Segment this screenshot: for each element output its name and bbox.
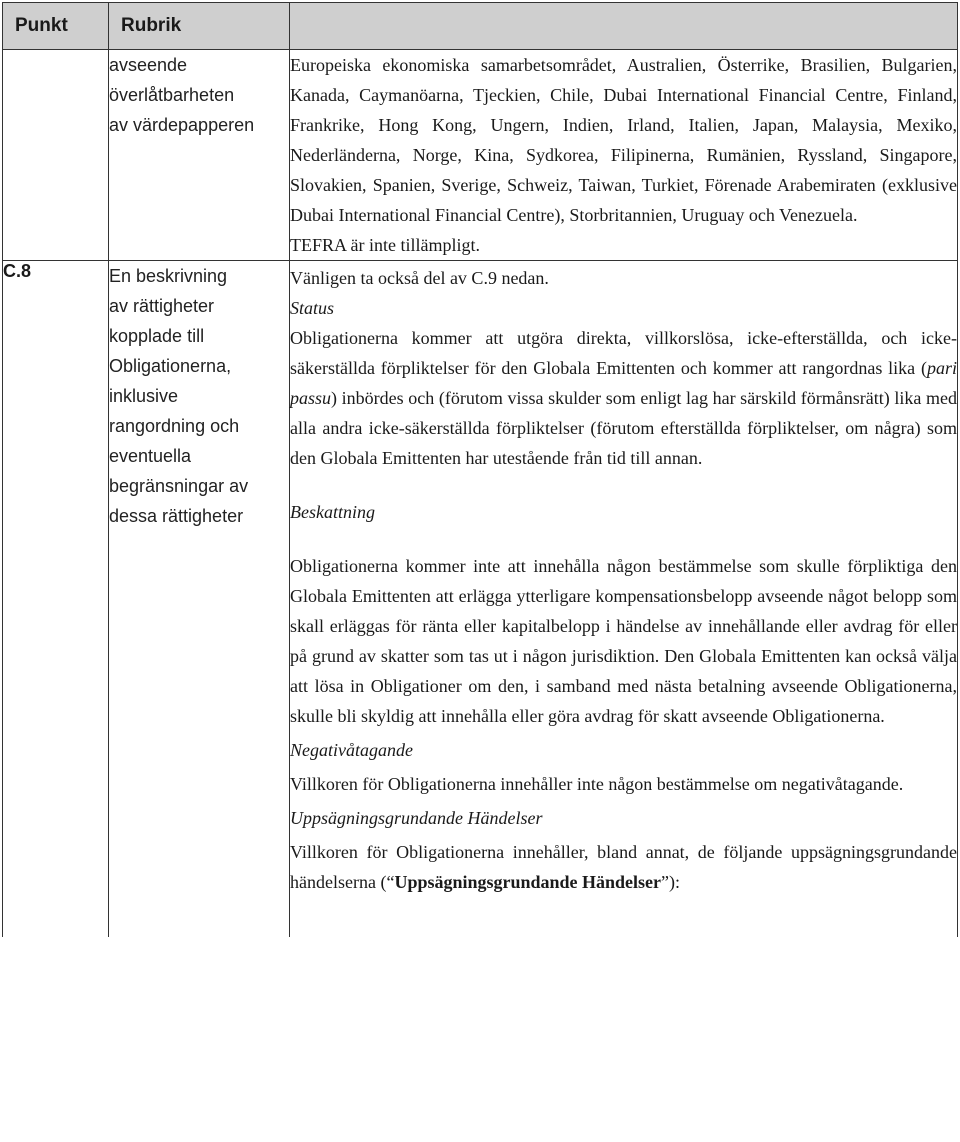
status-paragraph xyxy=(290,323,957,473)
row1-body xyxy=(290,50,958,261)
negativ-heading: Negativåtagande xyxy=(290,740,413,760)
status-text-b: ) inbördes och (förutom vissa skulder som enligt lag har särskild förmånsrätt) lika med alla andra icke-säkerställda förpliktelser (förutom efterställda förpliktelser, om några) som den Globala Emittenten har utestående från tid till annan. xyxy=(290,388,957,468)
beskattning-heading: Beskattning xyxy=(290,502,375,522)
header-rubrik: Rubrik xyxy=(109,3,290,50)
header-empty xyxy=(290,3,958,50)
rubrik-line: eventuella xyxy=(109,446,192,466)
tefra-paragraph: TEFRA är inte tillämpligt. xyxy=(290,235,480,255)
status-text-italic: pari passu xyxy=(290,358,957,408)
rubrik-line: av rättigheter xyxy=(109,296,215,316)
rubrik-line: inklusive xyxy=(109,386,179,406)
rubrik-line: rangordning och xyxy=(109,416,240,436)
rubrik-line: av värdepapperen xyxy=(109,115,255,135)
uppsagning-text-bold: Uppsägningsgrundande Händelser xyxy=(394,872,662,892)
rubrik-line: överlåtbarheten xyxy=(109,85,235,105)
table-row xyxy=(3,261,958,938)
uppsagning-heading: Uppsägningsgrundande Händelser xyxy=(290,808,543,828)
rubrik-line: begränsningar av xyxy=(109,476,249,496)
intro-paragraph: Vänligen ta också del av C.9 nedan. xyxy=(290,268,549,288)
row1-rubrik xyxy=(109,50,290,261)
rubrik-line: Obligationerna, xyxy=(109,356,232,376)
rubrik-line: kopplade till xyxy=(109,326,205,346)
table-header-row xyxy=(3,3,958,50)
row1-punkt xyxy=(3,50,109,261)
uppsagning-text-b: ”): xyxy=(661,872,681,892)
table-row xyxy=(3,50,958,261)
rubrik-line: dessa rättigheter xyxy=(109,506,244,526)
rubrik-line: En beskrivning xyxy=(109,266,228,286)
status-heading: Status xyxy=(290,298,335,318)
uppsagning-text-a: Villkoren för Obligationerna innehåller, bland annat, de följande uppsägningsgrundande händelserna (“ xyxy=(290,842,957,892)
countries-paragraph: Europeiska ekonomiska samarbetsområdet, Australien, Österrike, Brasilien, Bulgarien, Kanada, Caymanöarna, Tjeckien, Chile, Dubai International Financial Centre, Finland, Frankrike, Hong Kong, Ungern, Indien, Irland, Italien, Japan, Malaysia, Mexiko, Nederländerna, Norge, Kina, Sydkorea, Filipinerna, Rumänien, Ryssland, Singapore, Slovakien, Spanien, Sverige, Schweiz, Taiwan, Turkiet, Förenade Arabemiraten (exklusive Dubai International Financial Centre), Storbritannien, Uruguay och Venezuela. xyxy=(290,55,957,225)
header-punkt: Punkt xyxy=(3,3,109,50)
summary-table xyxy=(2,2,958,937)
status-text-a: Obligationerna kommer att utgöra direkta, villkorslösa, icke-efterställda, och icke-säkerställda förpliktelser för den Globala Emittenten och kommer att rangordnas lika ( xyxy=(290,328,957,378)
rubrik-line: avseende xyxy=(109,55,188,75)
row2-rubrik xyxy=(109,261,290,938)
beskattning-paragraph: Obligationerna kommer inte att innehålla någon bestämmelse som skulle förpliktiga den Globala Emittenten att erlägga ytterligare kompensationsbelopp avseende något belopp som skall erläggas för ränta eller kapitalbelopp i händelse av innehållande eller avdrag för eller på grund av skatter som tas ut i någon jurisdiktion. Den Globala Emittenten kan också välja att lösa in Obligationer om den, i samband med nästa betalning avseende Obligationerna, skulle bli skyldig att innehålla eller göra avdrag för skatt avseende Obligationerna. xyxy=(290,556,957,726)
row2-punkt: C.8 xyxy=(3,261,109,938)
row2-body xyxy=(290,261,958,938)
uppsagning-paragraph xyxy=(290,837,957,897)
negativ-paragraph: Villkoren för Obligationerna innehåller inte någon bestämmelse om negativåtagande. xyxy=(290,774,904,794)
